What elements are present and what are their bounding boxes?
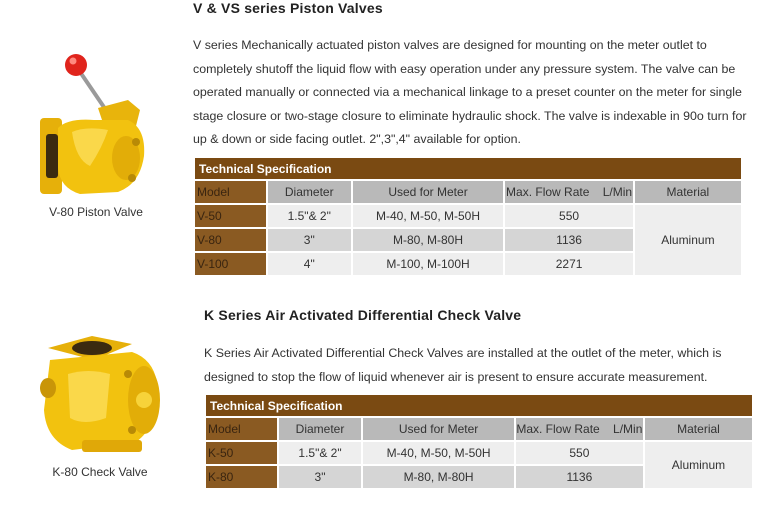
v80-piston-valve-image [28,48,158,198]
v-row-flow-rate: 2271 [505,253,632,275]
k-row-used-for: M-80, M-80H [363,466,513,488]
v-header-model: Model [195,181,266,203]
v-table-title: Technical Specification [195,158,741,179]
k-material-cell: Aluminum [645,442,752,488]
k-row-diameter: 1.5"& 2" [279,442,362,464]
v-row-used-for: M-40, M-50, M-50H [353,205,504,227]
v-header-diameter: Diameter [268,181,351,203]
k-row-flow-rate: 550 [516,442,643,464]
v-row-flow-rate: 1136 [505,229,632,251]
k-header-flow-rate: Max. Flow Rate L/Min [516,418,643,440]
k-series-spec-table [204,393,754,490]
k-header-used-for: Used for Meter [363,418,513,440]
k-row-used-for: M-40, M-50, M-50H [363,442,513,464]
v-series-spec-table [193,156,743,277]
k80-image-caption: K-80 Check Valve [52,465,148,479]
v-row-model: V-50 [195,205,266,227]
v-row-flow-rate: 550 [505,205,632,227]
v-material-cell: Aluminum [635,205,741,275]
v-row-diameter: 3" [268,229,351,251]
v-header-flow-rate: Max. Flow Rate L/Min [505,181,632,203]
k-table-header-row [206,418,752,440]
v-row-model: V-80 [195,229,266,251]
v-row-used-for: M-100, M-100H [353,253,504,275]
k-series-heading: K Series Air Activated Differential Check Valve [204,307,522,323]
v-table-header-row [195,181,741,203]
v80-image-caption: V-80 Piston Valve [49,205,143,219]
v-row-model: V-100 [195,253,266,275]
table-row [195,205,741,227]
k-table-title: Technical Specification [206,395,752,416]
k80-check-valve-image [32,330,167,460]
k-row-diameter: 3" [279,466,362,488]
v-series-heading: V & VS series Piston Valves [193,0,383,16]
k-series-description: K Series Air Activated Differential Check Valves are installed at the outlet of the meter, which is designed to stop the flow of liquid whenever air is present to ensure accurate measurement. [204,346,722,384]
v-series-description: V series Mechanically actuated piston valves are designed for mounting on the meter outlet to completely shutoff the liquid flow with easy operation under any pressure system. The valve can be operated manually or connected via a mechanical linkage to a preset counter on the meter for single stage closure or two-stage closure to eliminate hydraulic shock. The valve is indexable in 90o turn for up & down or side facing outlet. 2",3",4" available for option. [193,38,747,147]
v-row-diameter: 4" [268,253,351,275]
k-header-model: Model [206,418,277,440]
k-row-flow-rate: 1136 [516,466,643,488]
k-header-diameter: Diameter [279,418,362,440]
v-row-used-for: M-80, M-80H [353,229,504,251]
k-header-material: Material [645,418,752,440]
table-row [206,442,752,464]
v-row-diameter: 1.5"& 2" [268,205,351,227]
k-row-model: K-50 [206,442,277,464]
v-header-used-for: Used for Meter [353,181,504,203]
v-header-material: Material [635,181,741,203]
k-row-model: K-80 [206,466,277,488]
